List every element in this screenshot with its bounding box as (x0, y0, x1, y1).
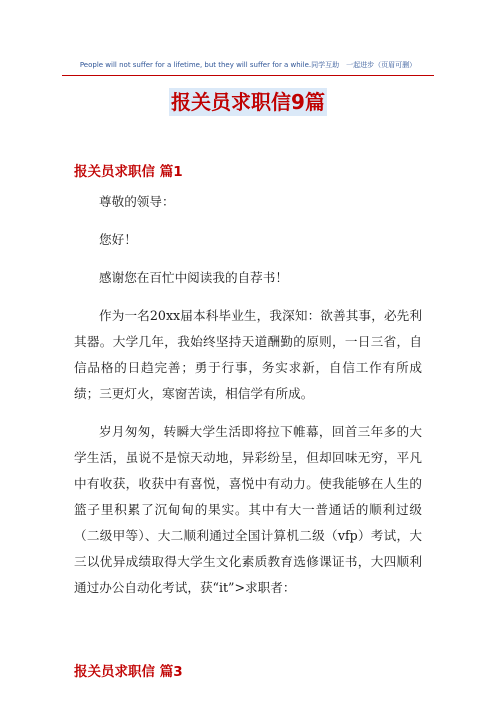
header-motto-english: People will not suffer for a lifetime, but they will suffer for a while. (79, 61, 312, 69)
thanks-paragraph: 感谢您在百忙中阅读我的自荐书！ (99, 270, 288, 285)
page-header (62, 60, 434, 70)
intro-paragraph: 作为一名20xx届本科毕业生，我深知：欲善其事，必先利其器。大学几年，我始终坚持天道酬勤的原则，一日三省，自信品格的日趋完善；勇于行事，务实求新，自信工作有所成绩；三更灯火，寒窗苦读，相信学有所成。 (74, 308, 422, 401)
header-motto-chinese: 同学互助 一起进步（页眉可删） (311, 61, 417, 69)
section-heading-1: 报关员求职信 篇1 (74, 164, 183, 180)
salutation: 尊敬的领导： (99, 194, 175, 209)
header-divider (62, 75, 434, 76)
experience-paragraph: 岁月匆匆，转瞬大学生活即将拉下帷幕，回首三年多的大学生活，虽说不是惊天动地，异彩纷呈，但却回味无穷，平凡中有收获，收获中有喜悦，喜悦中有动力。使我能够在人生的篮子里积累了沉甸甸的果实。其中有大一普通话的顺利过级（二级甲等）、大二顺利通过全国计算机二级（vfp）考试，大三以优异成绩取得大学生文化素质教育选修课证书，大四顺利通过办公自动化考试，获“it”>求职者： (74, 424, 422, 595)
section-heading-3: 报关员求职信 篇3 (74, 664, 183, 680)
document-title-wrap (0, 88, 496, 116)
section-1-body (74, 189, 422, 601)
document-title: 报关员求职信9篇 (171, 90, 325, 114)
greeting: 您好！ (99, 232, 137, 247)
